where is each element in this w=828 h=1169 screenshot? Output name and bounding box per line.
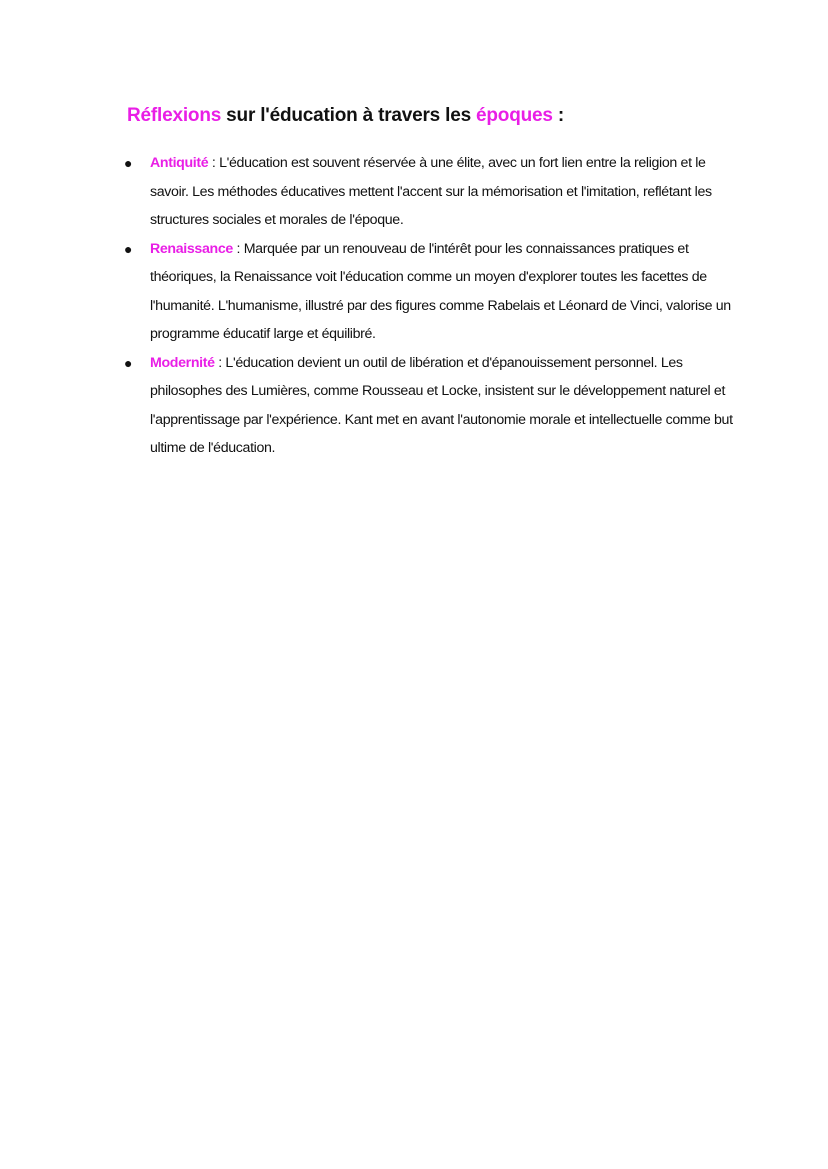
list-item-antiquite — [124, 149, 735, 235]
term-separator: : — [232, 240, 244, 257]
bullet-icon: ● — [124, 155, 133, 171]
term-modernite: Modernité — [150, 354, 215, 371]
item-text-modernite: L'éducation devient un outil de libération et d'épanouissement personnel. Les philosophes des Lumières, comme Rousseau et Locke, insistent sur le développement naturel et l'apprentissage par l'expérience. Kant met en avant l'autonomie morale et intellectuelle comme but ultime de l'éducation. — [150, 354, 733, 456]
epochs-list — [124, 149, 735, 463]
document-heading — [127, 103, 767, 129]
heading-text: sur l'éducation à travers les — [221, 105, 477, 126]
term-separator: : — [208, 155, 220, 171]
term-antiquite: Antiquité — [150, 155, 209, 171]
bullet-icon: ● — [124, 240, 133, 257]
heading-keyword-epoques: époques — [476, 105, 553, 126]
heading-colon: : — [552, 105, 564, 126]
item-text-antiquite: L'éducation est souvent réservée à une élite, avec un fort lien entre la religion et le savoir. Les méthodes éducatives mettent l'accent sur la mémorisation et l'imitation, reflétant les structures sociales et morales de l'époque. — [150, 155, 712, 228]
term-separator: : — [214, 354, 226, 371]
bullet-icon: ● — [124, 354, 133, 371]
heading-keyword-reflexions: Réflexions — [127, 105, 222, 126]
list-item-renaissance — [124, 235, 735, 349]
term-renaissance: Renaissance — [150, 240, 233, 257]
list-item-modernite — [124, 349, 735, 463]
item-text-renaissance: Marquée par un renouveau de l'intérêt pour les connaissances pratiques et théoriques, la Renaissance voit l'éducation comme un moyen d'explorer toutes les facettes de l'humanité. L'humanisme, illustré par des figures comme Rabelais et Léonard de Vinci, valorise un programme éducatif large et équilibré. — [150, 240, 731, 342]
